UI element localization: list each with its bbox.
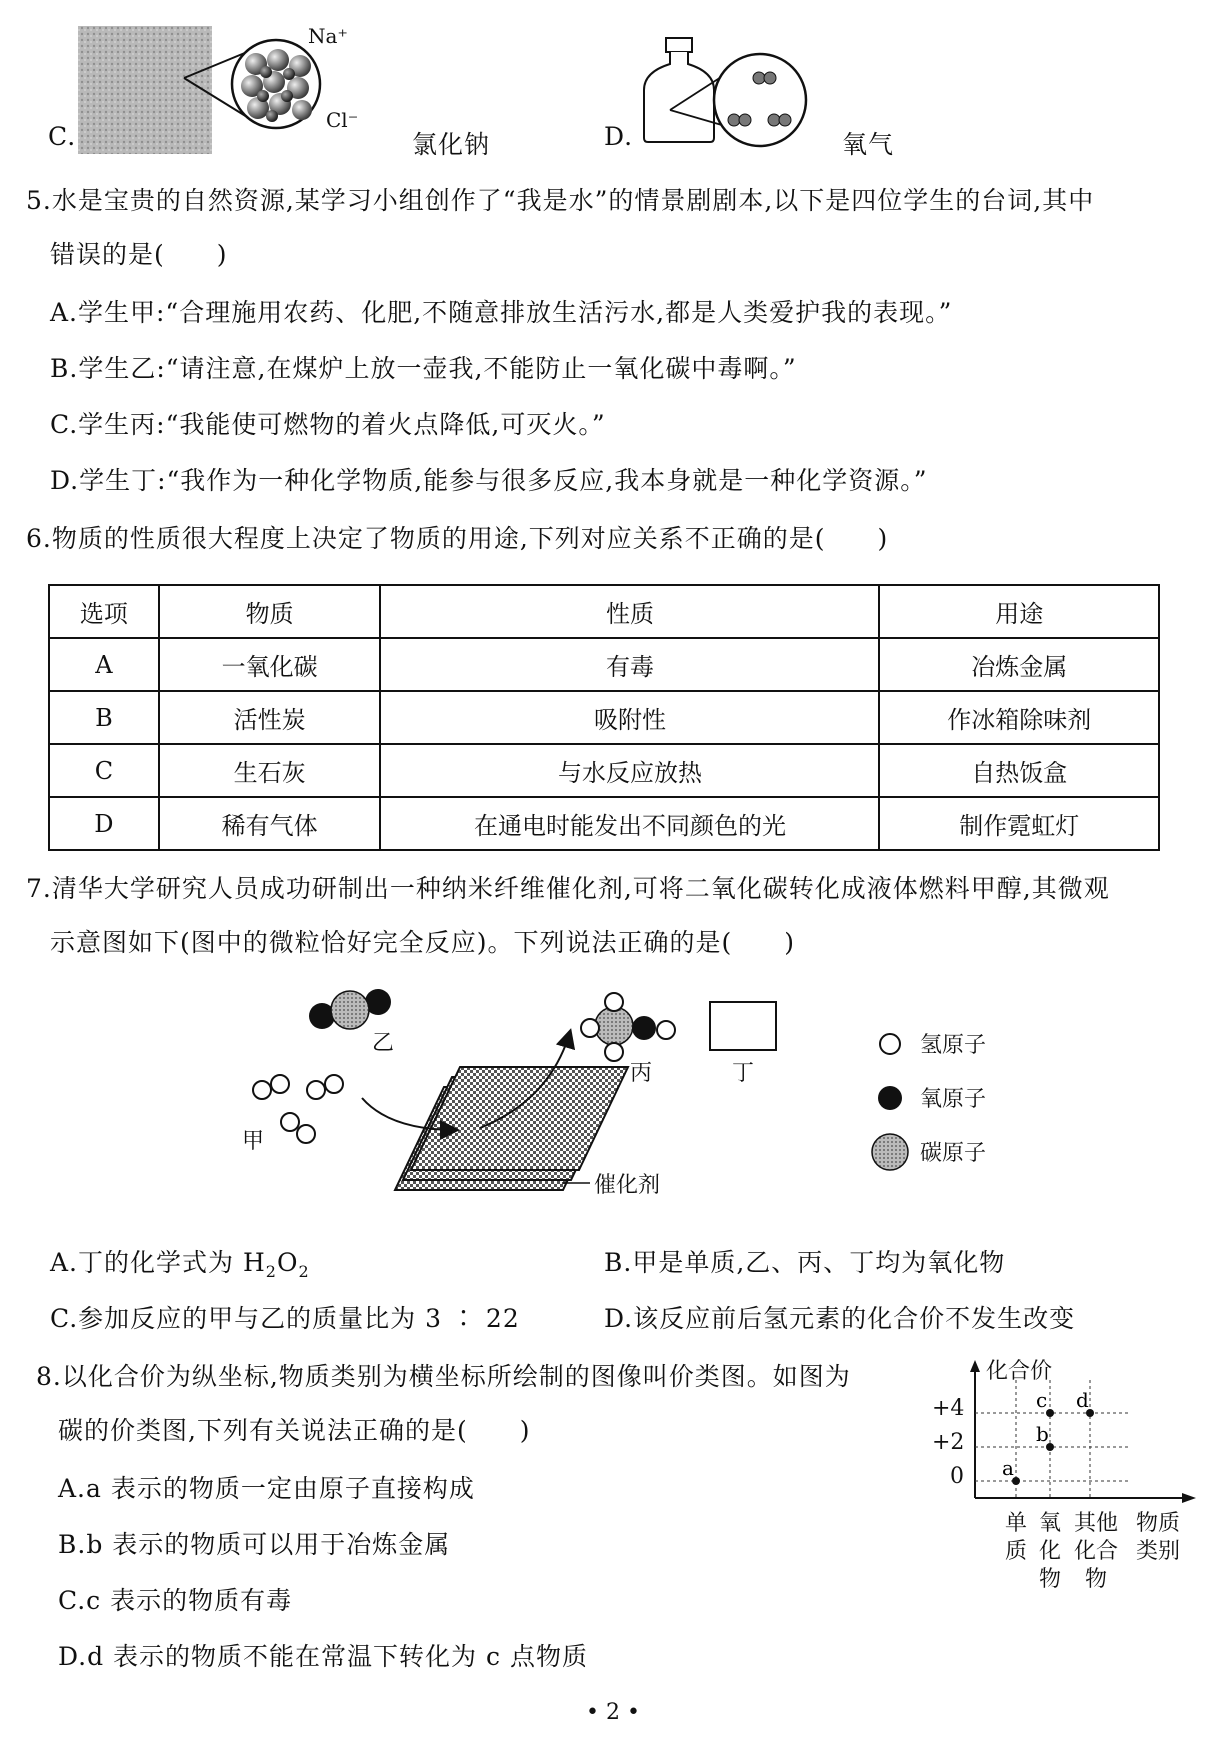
table-cell: 生石灰 [159,744,381,797]
xcat-other-compound [1068,1510,1124,1594]
q6-stem: 6.物质的性质很大程度上决定了物质的用途,下列对应关系不正确的是( ) [26,524,889,553]
q7-option-a-prefix: A.丁的化学式为 H [50,1248,266,1277]
q7-stem-line1: 7.清华大学研究人员成功研制出一种纳米纤维催化剂,可将二氧化碳转化成液体燃料甲醇,其微观 [26,874,1110,903]
table-cell: 有毒 [380,638,879,691]
legend-oxygen: 氧原子 [920,1087,987,1112]
q7-option-b: B.甲是单质,乙、丙、丁均为氧化物 [604,1248,1006,1277]
q6-table-header-row [49,585,1159,638]
label-bing: 丙 [630,1061,653,1086]
nacl-crystal-illustration [44,20,424,160]
q4-option-d-label: D. [604,122,634,151]
chart-point-label-c: c [1036,1388,1048,1412]
xcat-line: 质 [1004,1539,1027,1564]
xcat-oxide [1036,1510,1064,1594]
table-cell: 稀有气体 [159,797,381,850]
legend-carbon: 碳原子 [920,1141,987,1166]
nacl-caption: 氯化钠 [412,130,491,159]
table-row [49,744,1159,797]
table-cell: B [49,691,159,744]
table-cell: 在通电时能发出不同颜色的光 [380,797,879,850]
q6-header-use: 用途 [879,585,1159,638]
cl-ion-label: Cl⁻ [326,108,359,132]
q8-option-c: C.c 表示的物质有毒 [58,1586,293,1615]
chart-point-label-d: d [1076,1388,1089,1412]
y-axis-arrow [970,1360,980,1372]
table-cell: C [49,744,159,797]
label-yi: 乙 [372,1031,395,1056]
q5-option-d: D.学生丁:“我作为一种化学物质,能参与很多反应,我本身就是一种化学资源。” [50,466,928,495]
xcat-line: 化 [1038,1539,1061,1564]
oxygen-caption: 氧气 [842,130,895,159]
table-cell: A [49,638,159,691]
q6-header-substance: 物质 [159,585,381,638]
table-cell: 一氧化碳 [159,638,381,691]
xcat-line: 其他 [1073,1511,1118,1536]
q7-stem-line2: 示意图如下(图中的微粒恰好完全反应)。下列说法正确的是( ) [50,928,796,957]
q4-option-c-label: C. [48,122,77,151]
table-cell: 制作霓虹灯 [879,797,1159,850]
q7-option-a-sub1: 2 [265,1262,277,1281]
table-cell: 活性炭 [159,691,381,744]
table-cell: 作冰箱除味剂 [879,691,1159,744]
q7-option-a-mid: O [276,1248,299,1277]
na-ion-label: Na⁺ [308,24,348,48]
q4-option-d [596,20,916,160]
chart-point-label-b: b [1036,1422,1049,1446]
label-jia: 甲 [242,1129,265,1154]
q5-stem-line1: 5.水是宝贵的自然资源,某学习小组创作了“我是水”的情景剧剧本,以下是四位学生的台词,其中 [26,186,1095,215]
xcat-line: 化合 [1073,1539,1118,1564]
table-row [49,797,1159,850]
q8-stem-line2: 碳的价类图,下列有关说法正确的是( ) [58,1416,531,1445]
q6-header-property: 性质 [380,585,879,638]
ytick-plus2: +2 [932,1430,965,1455]
table-cell: D [49,797,159,850]
xcat-line: 单 [1004,1511,1027,1536]
q8-stem-line1: 8.以化合价为纵坐标,物质类别为横坐标所绘制的图像叫价类图。如图为 [36,1362,851,1391]
q6-table [48,584,1160,851]
page-number: • 2 • [586,1700,640,1725]
q7-option-d: D.该反应前后氢元素的化合价不发生改变 [604,1304,1076,1333]
table-cell: 自热饭盒 [879,744,1159,797]
ytick-zero: 0 [950,1464,964,1489]
oxygen-bottle-illustration [636,20,856,160]
table-cell: 吸附性 [380,691,879,744]
q8-option-b: B.b 表示的物质可以用于冶炼金属 [58,1530,451,1559]
xcat-line: 物 [1084,1567,1107,1592]
q7-option-a-sub2: 2 [298,1262,310,1281]
q6-header-option: 选项 [49,585,159,638]
xcat-line: 类别 [1135,1539,1180,1564]
xcat-elemental [1002,1510,1030,1566]
xcat-line: 物质 [1135,1511,1180,1536]
q8-option-a: A.a 表示的物质一定由原子直接构成 [58,1474,475,1503]
xcat-line: 氧 [1038,1511,1061,1536]
q8-option-d: D.d 表示的物质不能在常温下转化为 c 点物质 [58,1642,588,1671]
q5-option-b: B.学生乙:“请注意,在煤炉上放一壶我,不能防止一氧化碳中毒啊。” [50,354,797,383]
table-cell: 与水反应放热 [380,744,879,797]
x-axis-arrow [1182,1493,1196,1503]
xlabel-category [1130,1510,1186,1566]
xcat-line: 物 [1038,1567,1061,1592]
q4-option-c [44,20,491,160]
ytick-plus4: +4 [932,1396,965,1421]
q5-option-a: A.学生甲:“合理施用农药、化肥,不随意排放生活污水,都是人类爱护我的表现。” [50,298,953,327]
table-cell: 冶炼金属 [879,638,1159,691]
carbon-valence-chart [930,1350,1200,1640]
q7-option-c: C.参加反应的甲与乙的质量比为 3 ∶ 22 [50,1304,520,1333]
q5-stem-line2: 错误的是( ) [50,240,228,269]
q7-reaction-diagram [230,980,1030,1230]
label-catalyst: 催化剂 [594,1173,661,1198]
q7-option-a [50,1246,310,1289]
table-row [49,691,1159,744]
chart-point-label-a: a [1002,1456,1014,1480]
table-row [49,638,1159,691]
label-ding: 丁 [732,1061,755,1086]
q5-option-c: C.学生丙:“我能使可燃物的着火点降低,可灭火。” [50,410,606,439]
valence-chart-svg [930,1350,1200,1640]
legend-hydrogen: 氢原子 [920,1033,987,1058]
chart-ylabel: 化合价 [986,1359,1053,1384]
